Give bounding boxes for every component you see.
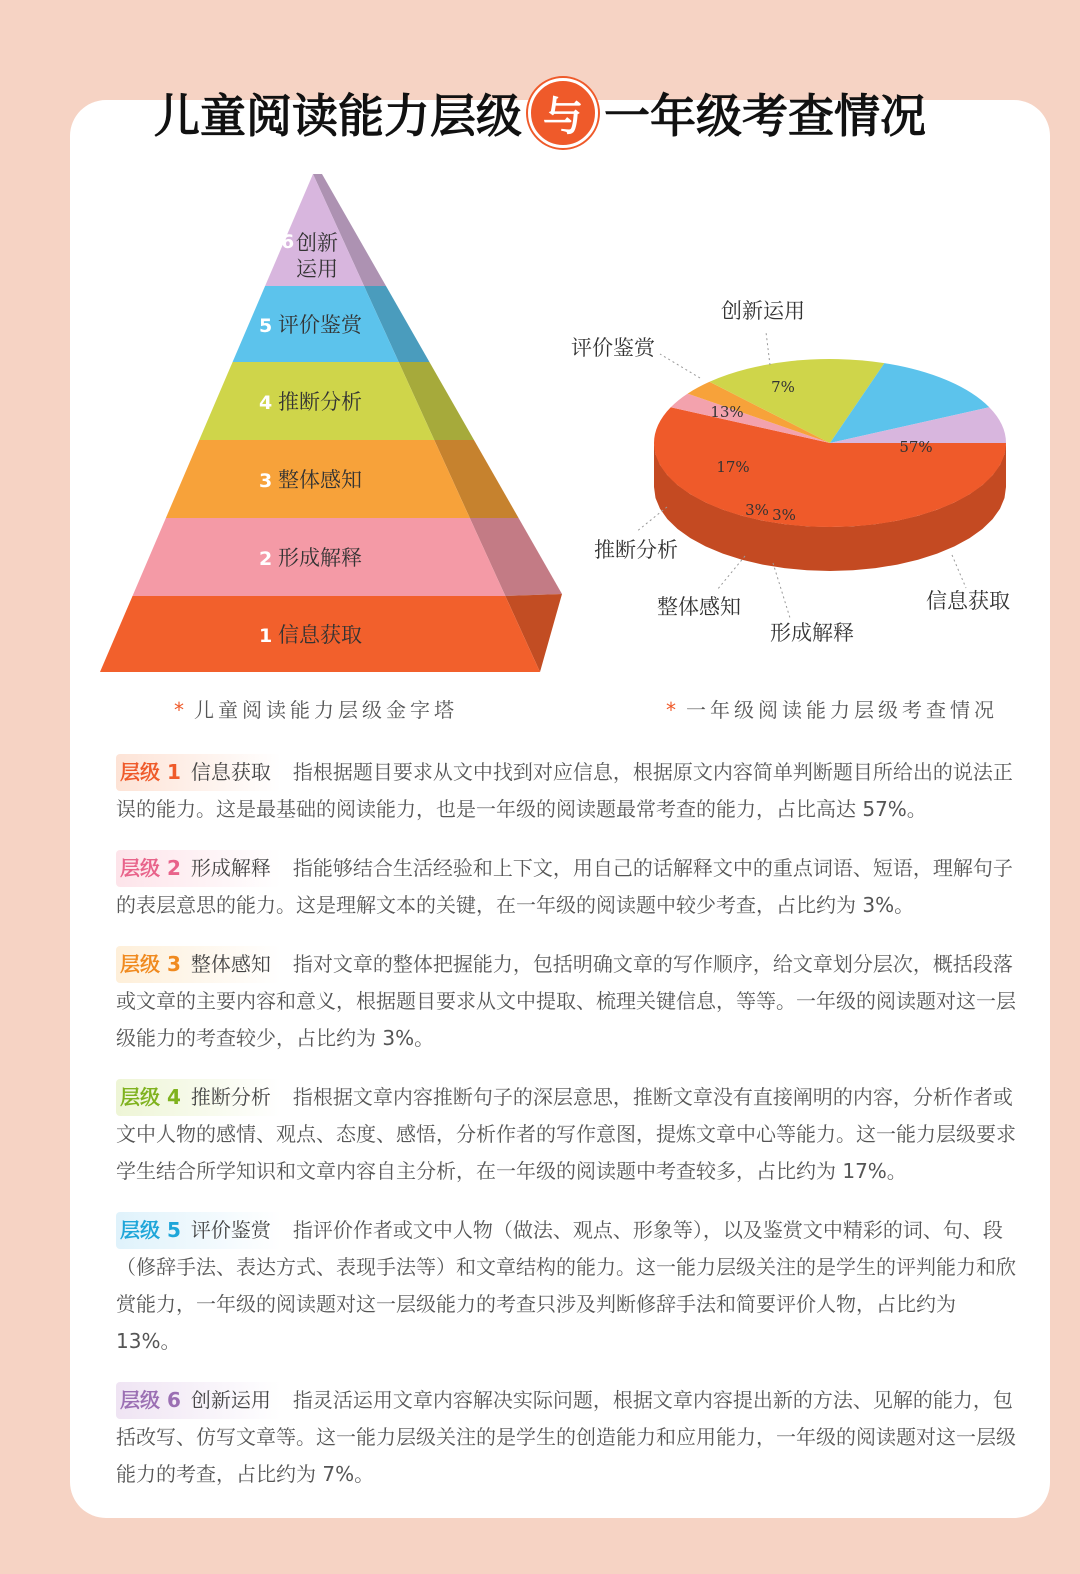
level-name: 整体感知 (190, 952, 271, 976)
pyramid-level-label: 推断分析 (278, 390, 362, 414)
level-description-text: 指根据文章内容推断句子的深层意思，推断文章没有直接阐明的内容，分析作者或文中人物的感情、观点、态度、感悟，分析作者的写作意图，提炼文章中心等能力。这一能力层级要求学生结合所学知识和文章内容自主分析，在一年级的阅读题中考查较多，占比约为 17%。 (116, 1085, 1016, 1183)
level-number: 层级 4 (120, 1085, 181, 1109)
pyramid-level-label: 评价鉴赏 (278, 313, 362, 337)
title-part-2: 一年级考查情况 (604, 89, 926, 143)
level-description-4 (116, 1079, 1016, 1190)
level-tag (116, 946, 281, 983)
pie-percent-label: 3% (745, 501, 769, 519)
level-tag (116, 1079, 281, 1116)
level-description-5 (116, 1212, 1016, 1360)
level-number: 层级 3 (120, 952, 181, 976)
pie-name-label: 信息获取 (926, 589, 1010, 613)
level-number: 层级 6 (120, 1388, 181, 1412)
level-name: 形成解释 (190, 856, 271, 880)
pie-leader-line (717, 556, 745, 590)
pie-caption-text: 一年级阅读能力层级考查情况 (686, 698, 998, 722)
level-name: 推断分析 (190, 1085, 271, 1109)
title-connector-badge: 与 (528, 78, 598, 148)
level-description-text: 指根据题目要求从文中找到对应信息，根据原文内容简单判断题目所给出的说法正误的能力。这是最基础的阅读能力，也是一年级的阅读题最常考查的能力，占比高达 57%。 (116, 760, 1013, 821)
level-tag (116, 1382, 281, 1419)
pie-leader-line (660, 354, 700, 378)
level-name: 创新运用 (190, 1388, 271, 1412)
pie-caption: * 一年级阅读能力层级考查情况 (666, 698, 998, 722)
level-number: 层级 2 (120, 856, 181, 880)
pie-name-label: 评价鉴赏 (571, 336, 655, 360)
level-description-text: 指能够结合生活经验和上下文，用自己的话解释文中的重点词语、短语，理解句子的表层意思的能力。这是理解文本的关键，在一年级的阅读题中较少考查，占比约为 3%。 (116, 856, 1013, 917)
pyramid-level-label: 运用 (296, 257, 338, 281)
pie-percent-label: 57% (899, 438, 933, 456)
pyramid-caption: * 儿童阅读能力层级金字塔 (174, 698, 458, 722)
pyramid-level-number: 2 (259, 548, 273, 570)
level-description-text: 指对文章的整体把握能力，包括明确文章的写作顺序，给文章划分层次，概括段落或文章的主要内容和意义，根据题目要求从文中提取、梳理关键信息，等等。一年级的阅读题对这一层级能力的考查较少，占比约为 3%。 (116, 952, 1016, 1050)
pie-leader-line (952, 555, 966, 588)
pie-name-label: 整体感知 (657, 595, 741, 619)
pyramid-level-number: 5 (259, 315, 273, 337)
pie-name-label: 创新运用 (721, 299, 805, 323)
pie-name-label: 形成解释 (770, 621, 854, 645)
pie-leader-line (773, 563, 790, 618)
level-name: 评价鉴赏 (190, 1218, 271, 1242)
pie-percent-label: 13% (710, 403, 744, 421)
pie-percent-label: 17% (716, 458, 750, 476)
level-tag (116, 1212, 281, 1249)
level-description-6 (116, 1382, 1016, 1493)
title-part-1: 儿童阅读能力层级 (154, 89, 522, 143)
level-tag (116, 754, 281, 791)
level-description-3 (116, 946, 1016, 1057)
level-description-text: 指灵活运用文章内容解决实际问题，根据文章内容提出新的方法、见解的能力，包括改写、仿写文章等。这一能力层级关注的是学生的创造能力和应用能力，一年级的阅读题对这一层级能力的考查，占比约为 7%。 (116, 1388, 1016, 1486)
level-number: 层级 1 (120, 760, 181, 784)
pyramid-level-label: 信息获取 (278, 623, 362, 647)
pyramid-level-number: 3 (259, 470, 273, 492)
pie-percent-label: 3% (772, 506, 796, 524)
pyramid-level-label: 创新 (296, 231, 338, 255)
pie-leader-line (766, 332, 770, 365)
level-number: 层级 5 (120, 1218, 181, 1242)
level-name: 信息获取 (190, 760, 271, 784)
level-tag (116, 850, 281, 887)
level-description-2 (116, 850, 1016, 924)
level-description-1 (116, 754, 1016, 828)
level-description-text: 指评价作者或文中人物（做法、观点、形象等），以及鉴赏文中精彩的词、句、段（修辞手法、表达方式、表现手法等）和文章结构的能力。这一能力层级关注的是学生的评判能力和欣赏能力，一年级的阅读题对这一层级能力的考查只涉及判断修辞手法和简要评价人物，占比约为 13%。 (116, 1218, 1016, 1353)
pie-chart (0, 0, 1080, 700)
pyramid-level-number: 1 (259, 625, 273, 647)
pie-name-label: 推断分析 (594, 538, 678, 562)
pyramid-level-number: 6 (281, 231, 295, 253)
pyramid-level-label: 整体感知 (278, 468, 362, 492)
pyramid-level-label: 形成解释 (278, 546, 362, 570)
pie-percent-label: 7% (771, 378, 795, 396)
pyramid-caption-text: 儿童阅读能力层级金字塔 (194, 698, 458, 722)
pyramid-level-number: 4 (259, 392, 273, 414)
pie-leader-line (636, 507, 667, 532)
